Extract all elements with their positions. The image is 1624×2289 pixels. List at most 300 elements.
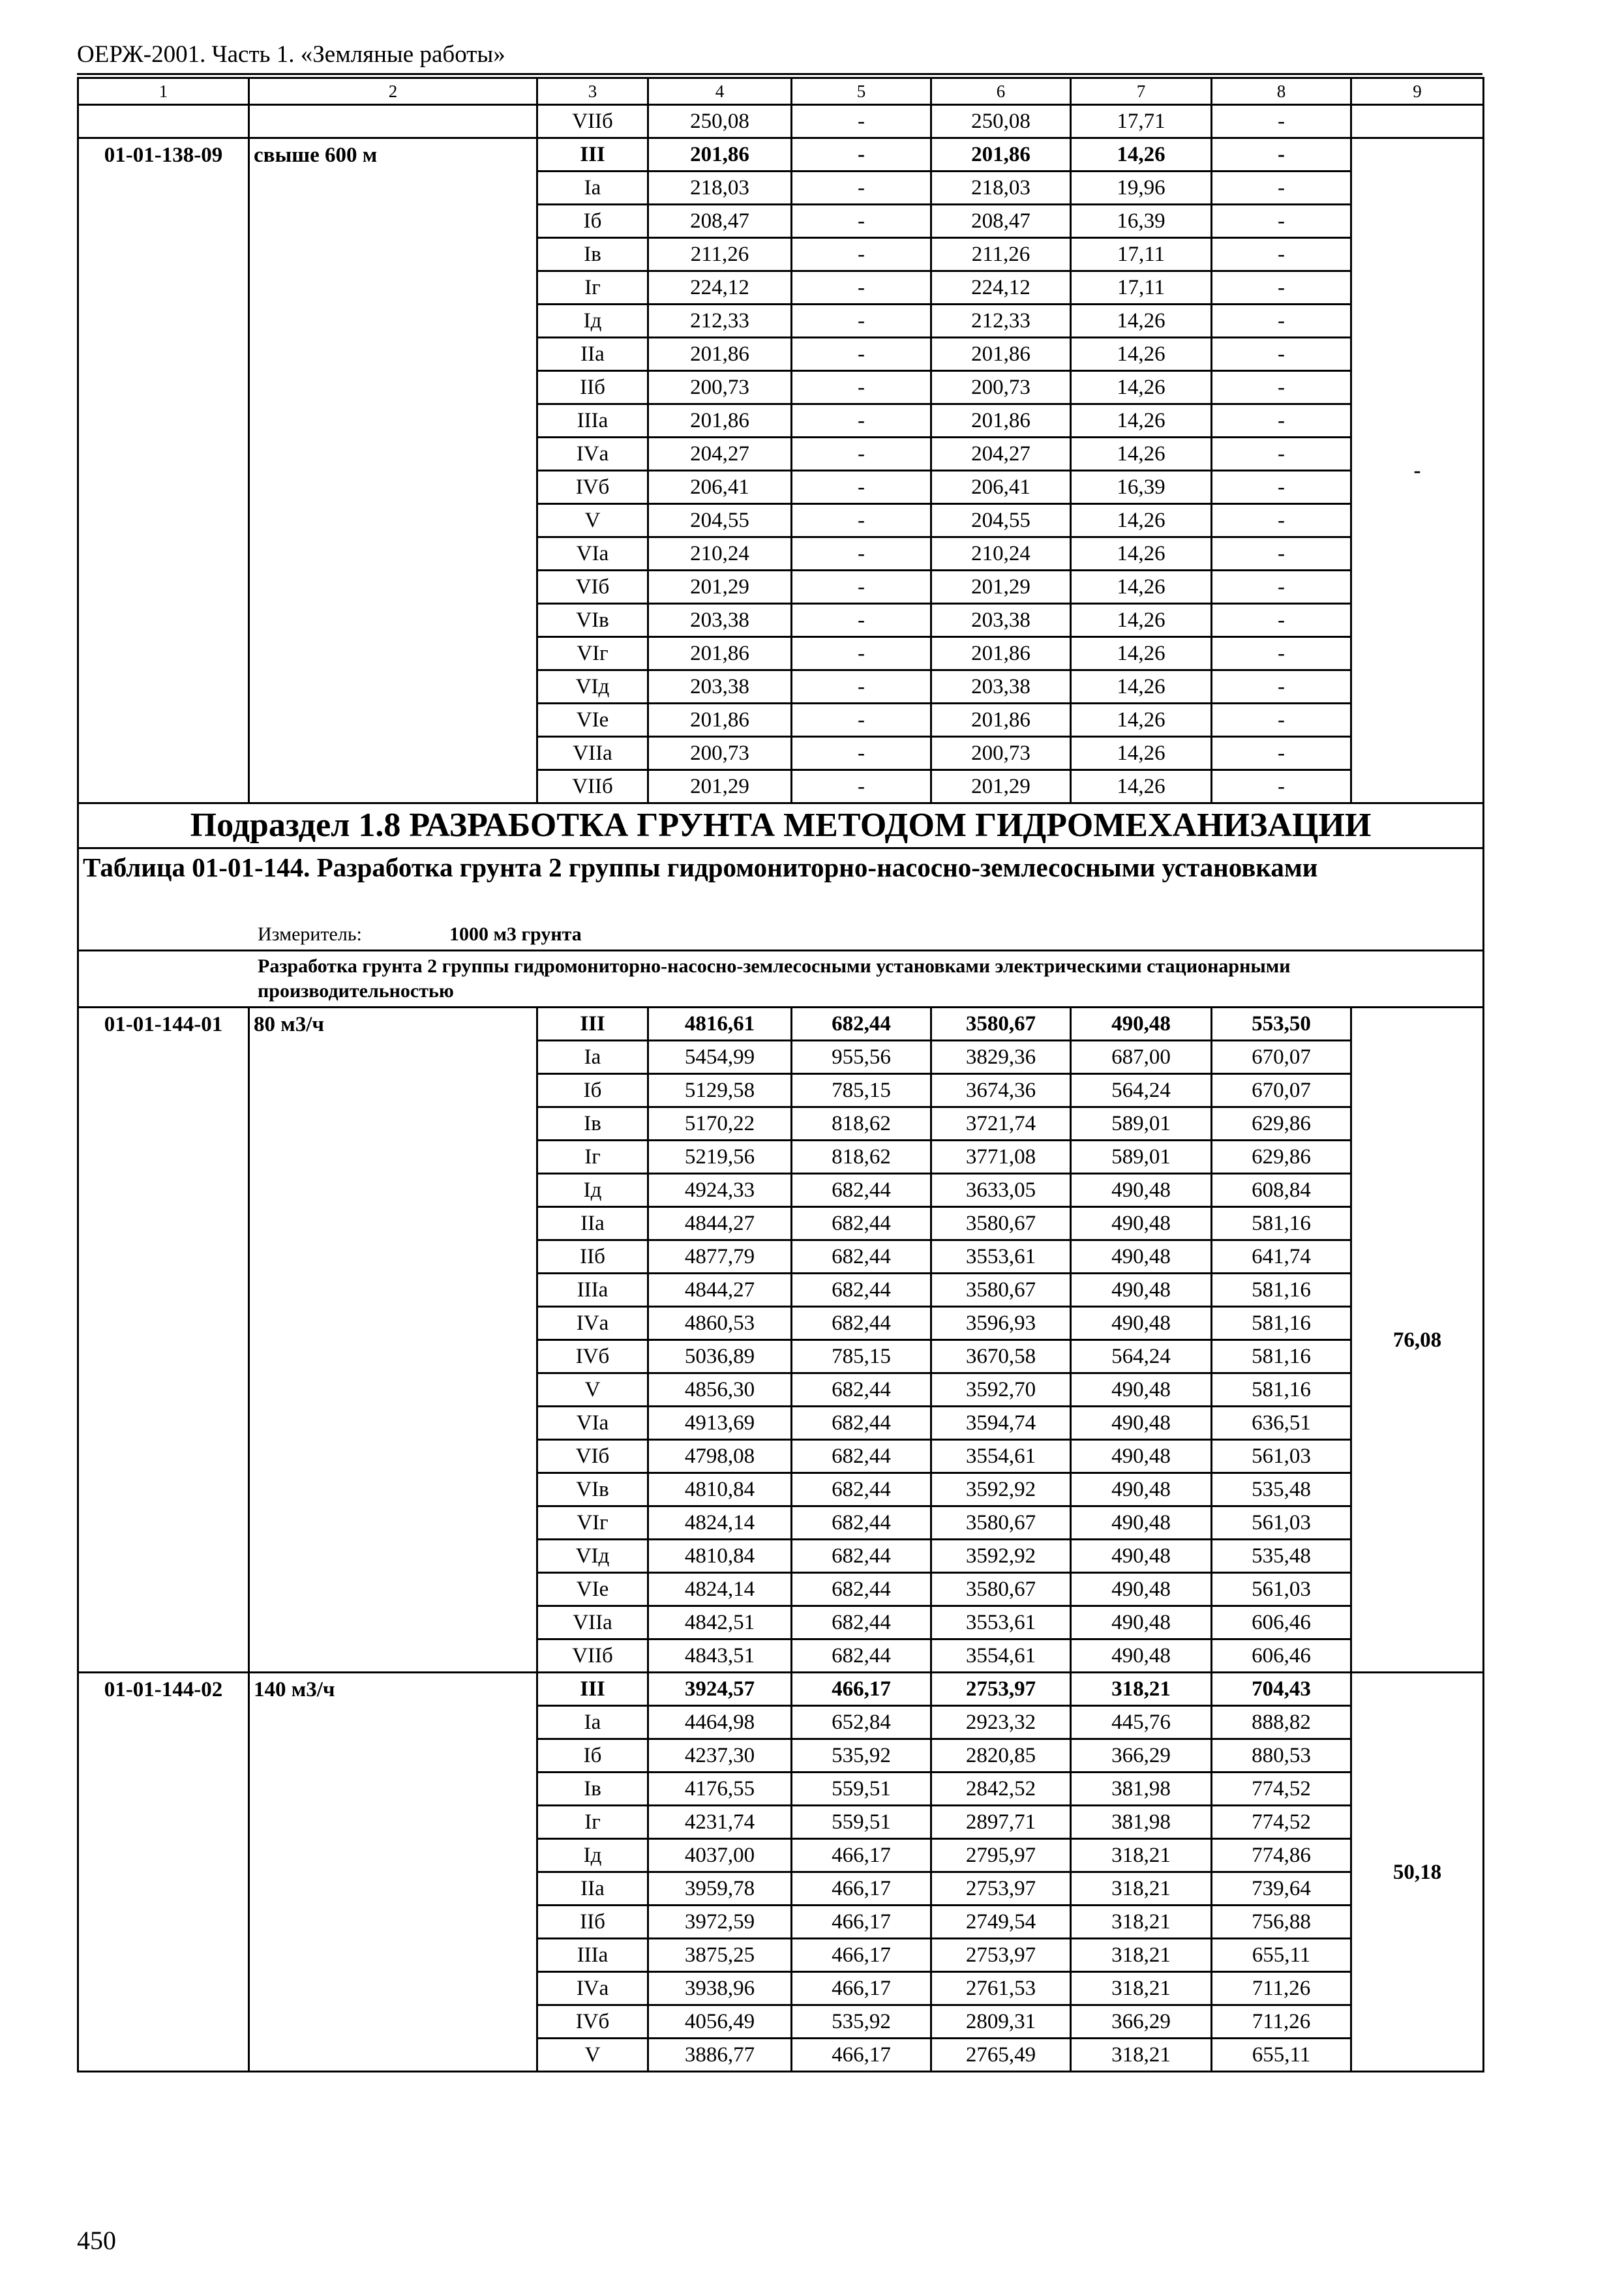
value-cell: 3633,05 <box>931 1174 1071 1207</box>
value-cell: 682,44 <box>792 1606 931 1639</box>
value-cell: 636,51 <box>1212 1407 1351 1440</box>
soil-group: VIе <box>537 704 648 737</box>
value-cell: 652,84 <box>792 1706 931 1739</box>
value-cell: 682,44 <box>792 1174 931 1207</box>
soil-group: VIг <box>537 1506 648 1540</box>
value-cell: 4798,08 <box>648 1440 792 1473</box>
value-cell: 3875,25 <box>648 1939 792 1972</box>
value-cell: 3553,61 <box>931 1606 1071 1639</box>
section-title: Подраздел 1.8 РАЗРАБОТКА ГРУНТА МЕТОДОМ ГИДРОМЕХАНИЗАЦИИ <box>78 803 1484 848</box>
value-cell: 682,44 <box>792 1008 931 1041</box>
value-cell: 490,48 <box>1071 1540 1212 1573</box>
value-cell: 5219,56 <box>648 1141 792 1174</box>
value-cell: 490,48 <box>1071 1174 1212 1207</box>
value-cell: 490,48 <box>1071 1639 1212 1673</box>
soil-group: IVб <box>537 1340 648 1373</box>
value-cell: 682,44 <box>792 1440 931 1473</box>
column-number: 4 <box>648 78 792 105</box>
value-cell: 204,55 <box>931 504 1071 537</box>
soil-group: Iг <box>537 1806 648 1839</box>
value-cell: 2923,32 <box>931 1706 1071 1739</box>
value-cell: 19,96 <box>1071 172 1212 205</box>
column-number: 1 <box>78 78 249 105</box>
value-cell: - <box>1212 670 1351 704</box>
value-cell: 3580,67 <box>931 1274 1071 1307</box>
value-cell: 210,24 <box>648 537 792 571</box>
value-cell: 535,48 <box>1212 1473 1351 1506</box>
value-cell: 4856,30 <box>648 1373 792 1407</box>
value-cell: 203,38 <box>931 604 1071 637</box>
value-cell: 880,53 <box>1212 1739 1351 1773</box>
value-cell: 3670,58 <box>931 1340 1071 1373</box>
value-cell: - <box>792 770 931 803</box>
value-cell: 785,15 <box>792 1340 931 1373</box>
value-cell: 201,86 <box>648 138 792 172</box>
value-cell: 224,12 <box>648 271 792 305</box>
value-cell: 200,73 <box>931 737 1071 770</box>
value-cell: - <box>1351 138 1484 803</box>
value-cell: 774,86 <box>1212 1839 1351 1872</box>
value-cell: 711,26 <box>1212 2005 1351 2039</box>
value-cell: 3580,67 <box>931 1506 1071 1540</box>
value-cell: 655,11 <box>1212 2039 1351 2072</box>
value-cell: 206,41 <box>648 471 792 504</box>
value-cell: 4816,61 <box>648 1008 792 1041</box>
value-cell: 318,21 <box>1071 1906 1212 1939</box>
table-header-row <box>78 78 1484 105</box>
value-cell: 17,71 <box>1071 105 1212 138</box>
value-cell: - <box>1212 704 1351 737</box>
value-cell: 4237,30 <box>648 1739 792 1773</box>
value-cell: 14,26 <box>1071 604 1212 637</box>
value-cell: 200,73 <box>648 371 792 404</box>
value-cell: 490,48 <box>1071 1407 1212 1440</box>
value-cell: 4844,27 <box>648 1207 792 1240</box>
value-cell: 17,11 <box>1071 238 1212 271</box>
value-cell: 682,44 <box>792 1373 931 1407</box>
value-cell: 2753,97 <box>931 1939 1071 1972</box>
value-cell: 2765,49 <box>931 2039 1071 2072</box>
value-cell: 4860,53 <box>648 1307 792 1340</box>
table-subtitle: Разработка грунта 2 группы гидромониторно-насосно-землесосными установками электрическими стационарными производительностью <box>78 951 1484 1008</box>
value-cell: 318,21 <box>1071 1939 1212 1972</box>
value-cell: 3580,67 <box>931 1573 1071 1606</box>
subtitle-row <box>78 951 1484 1008</box>
value-cell: 14,26 <box>1071 737 1212 770</box>
value-cell: 4810,84 <box>648 1473 792 1506</box>
value-cell: - <box>1212 637 1351 670</box>
table-row <box>78 1673 1484 1706</box>
name-cell <box>249 105 537 138</box>
soil-group: Iд <box>537 1839 648 1872</box>
soil-group: III <box>537 1008 648 1041</box>
value-cell: 589,01 <box>1071 1107 1212 1141</box>
value-cell: 4464,98 <box>648 1706 792 1739</box>
value-cell: - <box>792 471 931 504</box>
value-cell: 250,08 <box>648 105 792 138</box>
value-cell: 818,62 <box>792 1141 931 1174</box>
value-cell: 682,44 <box>792 1506 931 1540</box>
value-cell: 4877,79 <box>648 1240 792 1274</box>
value-cell: 739,64 <box>1212 1872 1351 1906</box>
value-cell: - <box>1212 438 1351 471</box>
soil-group: IVб <box>537 2005 648 2039</box>
value-cell: 561,03 <box>1212 1440 1351 1473</box>
value-cell: 5129,58 <box>648 1074 792 1107</box>
value-cell: 3674,36 <box>931 1074 1071 1107</box>
value-cell: 14,26 <box>1071 537 1212 571</box>
value-cell: 201,29 <box>648 770 792 803</box>
value-cell: 3554,61 <box>931 1440 1071 1473</box>
value-cell: 14,26 <box>1071 670 1212 704</box>
soil-group: VIд <box>537 1540 648 1573</box>
value-cell: 682,44 <box>792 1407 931 1440</box>
value-cell: - <box>792 338 931 371</box>
measure-unit <box>78 922 1484 951</box>
soil-group: III <box>537 138 648 172</box>
value-cell: 204,27 <box>931 438 1071 471</box>
soil-group: VIб <box>537 1440 648 1473</box>
column-number: 8 <box>1212 78 1351 105</box>
value-cell: 3771,08 <box>931 1141 1071 1174</box>
rate-code: 01-01-144-02 <box>78 1673 249 2072</box>
value-cell: 203,38 <box>931 670 1071 704</box>
value-cell: 606,46 <box>1212 1639 1351 1673</box>
value-cell: 606,46 <box>1212 1606 1351 1639</box>
soil-group: V <box>537 1373 648 1407</box>
value-cell: 3592,70 <box>931 1373 1071 1407</box>
value-cell: 466,17 <box>792 2039 931 2072</box>
value-cell: 201,86 <box>648 338 792 371</box>
value-cell: 774,52 <box>1212 1773 1351 1806</box>
value-cell: 581,16 <box>1212 1340 1351 1373</box>
table-body <box>78 78 1484 2072</box>
value-cell: 818,62 <box>792 1107 931 1141</box>
soil-group: VIб <box>537 571 648 604</box>
value-cell: 224,12 <box>931 271 1071 305</box>
soil-group: V <box>537 2039 648 2072</box>
soil-group: IVа <box>537 438 648 471</box>
value-cell: 14,26 <box>1071 438 1212 471</box>
value-cell: 201,86 <box>931 138 1071 172</box>
value-cell: - <box>1212 404 1351 438</box>
value-cell: 4056,49 <box>648 2005 792 2039</box>
value-cell: 553,50 <box>1212 1008 1351 1041</box>
value-cell: 16,39 <box>1071 205 1212 238</box>
column-number: 5 <box>792 78 931 105</box>
value-cell: 4231,74 <box>648 1806 792 1839</box>
value-cell: 2820,85 <box>931 1739 1071 1773</box>
column-number: 3 <box>537 78 648 105</box>
value-cell: 3580,67 <box>931 1008 1071 1041</box>
soil-group: Iб <box>537 1074 648 1107</box>
value-cell: 318,21 <box>1071 1673 1212 1706</box>
soil-group: Iа <box>537 1706 648 1739</box>
rate-name: 140 м3/ч <box>249 1673 537 2072</box>
value-cell: 629,86 <box>1212 1107 1351 1141</box>
soil-group: Iа <box>537 1041 648 1074</box>
value-cell: 581,16 <box>1212 1274 1351 1307</box>
value-cell: 687,00 <box>1071 1041 1212 1074</box>
value-cell: 14,26 <box>1071 371 1212 404</box>
value-cell: 561,03 <box>1212 1573 1351 1606</box>
value-cell: 3553,61 <box>931 1240 1071 1274</box>
value-cell: 559,51 <box>792 1806 931 1839</box>
value-cell: 76,08 <box>1351 1008 1484 1673</box>
soil-group: VIд <box>537 670 648 704</box>
value-cell: 4913,69 <box>648 1407 792 1440</box>
value-cell: 490,48 <box>1071 1307 1212 1340</box>
value-cell: 218,03 <box>648 172 792 205</box>
value-cell: 318,21 <box>1071 2039 1212 2072</box>
soil-group: IIб <box>537 371 648 404</box>
value-cell: 2753,97 <box>931 1673 1071 1706</box>
value-cell: 201,86 <box>931 338 1071 371</box>
value-cell: - <box>1212 172 1351 205</box>
code-cell <box>78 105 249 138</box>
value-cell: 564,24 <box>1071 1074 1212 1107</box>
soil-group: Iд <box>537 1174 648 1207</box>
value-cell: 204,55 <box>648 504 792 537</box>
value-cell: 318,21 <box>1071 1872 1212 1906</box>
value-cell: 14,26 <box>1071 637 1212 670</box>
value-cell: 200,73 <box>931 371 1071 404</box>
value-cell: 200,73 <box>648 737 792 770</box>
value-cell: 2897,71 <box>931 1806 1071 1839</box>
value-cell: 490,48 <box>1071 1506 1212 1540</box>
value-cell: 490,48 <box>1071 1606 1212 1639</box>
value-cell: 4842,51 <box>648 1606 792 1639</box>
value-cell: 756,88 <box>1212 1906 1351 1939</box>
value-cell: 888,82 <box>1212 1706 1351 1739</box>
value-cell: 201,29 <box>931 770 1071 803</box>
measure-row <box>78 922 1484 951</box>
page-number: 450 <box>77 2226 116 2255</box>
value-cell: 4824,14 <box>648 1506 792 1540</box>
value-cell: 682,44 <box>792 1207 931 1240</box>
soil-group: VIа <box>537 1407 648 1440</box>
value-cell: 535,92 <box>792 1739 931 1773</box>
soil-group: IVб <box>537 471 648 504</box>
value-cell: 14,26 <box>1071 138 1212 172</box>
table-row <box>78 1008 1484 1041</box>
value-cell: 250,08 <box>931 105 1071 138</box>
table-title-row <box>78 848 1484 923</box>
value-cell: 5170,22 <box>648 1107 792 1141</box>
measure-label: Измеритель: <box>258 923 362 945</box>
soil-group: Iд <box>537 305 648 338</box>
soil-group: VIг <box>537 637 648 670</box>
value-cell: 3554,61 <box>931 1639 1071 1673</box>
soil-group: Iб <box>537 205 648 238</box>
soil-group: Iв <box>537 1773 648 1806</box>
value-cell: 490,48 <box>1071 1008 1212 1041</box>
value-cell: 14,26 <box>1071 571 1212 604</box>
value-cell: 608,84 <box>1212 1174 1351 1207</box>
soil-group: Iв <box>537 238 648 271</box>
value-cell: 211,26 <box>931 238 1071 271</box>
value-cell: 4176,55 <box>648 1773 792 1806</box>
value-cell: 3972,59 <box>648 1906 792 1939</box>
value-cell: 201,29 <box>931 571 1071 604</box>
soil-group: V <box>537 504 648 537</box>
value-cell: 14,26 <box>1071 504 1212 537</box>
table-row <box>78 138 1484 172</box>
header-rule <box>77 73 1482 75</box>
soil-group: IIа <box>537 1207 648 1240</box>
value-cell: 201,86 <box>648 404 792 438</box>
value-cell: 682,44 <box>792 1573 931 1606</box>
value-cell: 466,17 <box>792 1872 931 1906</box>
column-number: 6 <box>931 78 1071 105</box>
value-cell: 682,44 <box>792 1639 931 1673</box>
value-cell: 201,86 <box>648 637 792 670</box>
value-cell: - <box>1212 371 1351 404</box>
value-cell: 655,11 <box>1212 1939 1351 1972</box>
value-cell: 2761,53 <box>931 1972 1071 2005</box>
value-cell: 629,86 <box>1212 1141 1351 1174</box>
soil-group: VIIа <box>537 1606 648 1639</box>
value-cell: - <box>792 105 931 138</box>
soil-group: VIIа <box>537 737 648 770</box>
value-cell: 490,48 <box>1071 1274 1212 1307</box>
value-cell: 466,17 <box>792 1839 931 1872</box>
value-cell: - <box>1212 537 1351 571</box>
value-cell: 3886,77 <box>648 2039 792 2072</box>
value-cell: 2842,52 <box>931 1773 1071 1806</box>
value-cell: 210,24 <box>931 537 1071 571</box>
rate-name: 80 м3/ч <box>249 1008 537 1673</box>
soil-group: Iг <box>537 1141 648 1174</box>
value-cell: 212,33 <box>931 305 1071 338</box>
value-cell: 366,29 <box>1071 2005 1212 2039</box>
value-cell: - <box>1212 205 1351 238</box>
soil-group: Iг <box>537 271 648 305</box>
value-cell: - <box>792 238 931 271</box>
section-row <box>78 803 1484 848</box>
value-cell: 535,48 <box>1212 1540 1351 1573</box>
value-cell: - <box>1212 770 1351 803</box>
value-cell: 682,44 <box>792 1540 931 1573</box>
value-cell: 4924,33 <box>648 1174 792 1207</box>
value-cell: 581,16 <box>1212 1307 1351 1340</box>
value-cell: 201,86 <box>931 404 1071 438</box>
value-cell: 5036,89 <box>648 1340 792 1373</box>
soil-group: IIб <box>537 1906 648 1939</box>
soil-group: IVа <box>537 1307 648 1340</box>
soil-group: IIIа <box>537 1274 648 1307</box>
value-cell: 4843,51 <box>648 1639 792 1673</box>
value-cell: 16,39 <box>1071 471 1212 504</box>
value-cell: - <box>792 271 931 305</box>
value-cell: 3592,92 <box>931 1540 1071 1573</box>
value-cell: - <box>792 670 931 704</box>
value-cell: - <box>792 305 931 338</box>
value-cell: 581,16 <box>1212 1207 1351 1240</box>
value-cell: - <box>1212 604 1351 637</box>
value-cell: 366,29 <box>1071 1739 1212 1773</box>
value-cell: 670,07 <box>1212 1041 1351 1074</box>
value-cell: 3938,96 <box>648 1972 792 2005</box>
value-cell: 14,26 <box>1071 305 1212 338</box>
soil-group: VIв <box>537 1473 648 1506</box>
value-cell: 208,47 <box>648 205 792 238</box>
value-cell: - <box>1212 238 1351 271</box>
value-cell: 318,21 <box>1071 1839 1212 1872</box>
value-cell: 670,07 <box>1212 1074 1351 1107</box>
value-cell: 704,43 <box>1212 1673 1351 1706</box>
value-cell: 212,33 <box>648 305 792 338</box>
value-cell: 682,44 <box>792 1473 931 1506</box>
value-cell: 3721,74 <box>931 1107 1071 1141</box>
measure-value: 1000 м3 грунта <box>449 923 582 945</box>
value-cell: - <box>1212 138 1351 172</box>
value-cell: 561,03 <box>1212 1506 1351 1540</box>
value-cell: 466,17 <box>792 1972 931 2005</box>
value-cell: 682,44 <box>792 1240 931 1274</box>
value-cell <box>1351 105 1484 138</box>
value-cell: 3580,67 <box>931 1207 1071 1240</box>
soil-group: VIа <box>537 537 648 571</box>
value-cell: 490,48 <box>1071 1473 1212 1506</box>
value-cell: - <box>792 604 931 637</box>
value-cell: - <box>1212 504 1351 537</box>
value-cell: 204,27 <box>648 438 792 471</box>
value-cell: 682,44 <box>792 1274 931 1307</box>
value-cell: 3959,78 <box>648 1872 792 1906</box>
value-cell: - <box>792 737 931 770</box>
value-cell: 466,17 <box>792 1906 931 1939</box>
value-cell: 4810,84 <box>648 1540 792 1573</box>
value-cell: 682,44 <box>792 1307 931 1340</box>
value-cell: 2795,97 <box>931 1839 1071 1872</box>
value-cell: 50,18 <box>1351 1673 1484 2072</box>
soil-group: VIIб <box>537 770 648 803</box>
value-cell: 318,21 <box>1071 1972 1212 2005</box>
value-cell: - <box>792 438 931 471</box>
value-cell: - <box>792 571 931 604</box>
value-cell: 203,38 <box>648 670 792 704</box>
value-cell: 381,98 <box>1071 1773 1212 1806</box>
value-cell: 2809,31 <box>931 2005 1071 2039</box>
soil-group: IIб <box>537 1240 648 1274</box>
value-cell: - <box>792 504 931 537</box>
value-cell: - <box>1212 305 1351 338</box>
value-cell: 711,26 <box>1212 1972 1351 2005</box>
value-cell: 490,48 <box>1071 1207 1212 1240</box>
value-cell: - <box>792 537 931 571</box>
value-cell: - <box>1212 471 1351 504</box>
soil-group: VIе <box>537 1573 648 1606</box>
value-cell: 466,17 <box>792 1673 931 1706</box>
value-cell: - <box>792 637 931 670</box>
soil-group: IIIа <box>537 404 648 438</box>
rate-name: свыше 600 м <box>249 138 537 803</box>
value-cell: 490,48 <box>1071 1373 1212 1407</box>
value-cell: 3596,93 <box>931 1307 1071 1340</box>
value-cell: 490,48 <box>1071 1573 1212 1606</box>
column-number: 9 <box>1351 78 1484 105</box>
value-cell: 14,26 <box>1071 404 1212 438</box>
value-cell: 14,26 <box>1071 704 1212 737</box>
value-cell: 774,52 <box>1212 1806 1351 1839</box>
value-cell: 490,48 <box>1071 1240 1212 1274</box>
value-cell: 3829,36 <box>931 1041 1071 1074</box>
value-cell: 201,86 <box>931 704 1071 737</box>
column-number: 7 <box>1071 78 1212 105</box>
value-cell: 14,26 <box>1071 338 1212 371</box>
value-cell: 203,38 <box>648 604 792 637</box>
